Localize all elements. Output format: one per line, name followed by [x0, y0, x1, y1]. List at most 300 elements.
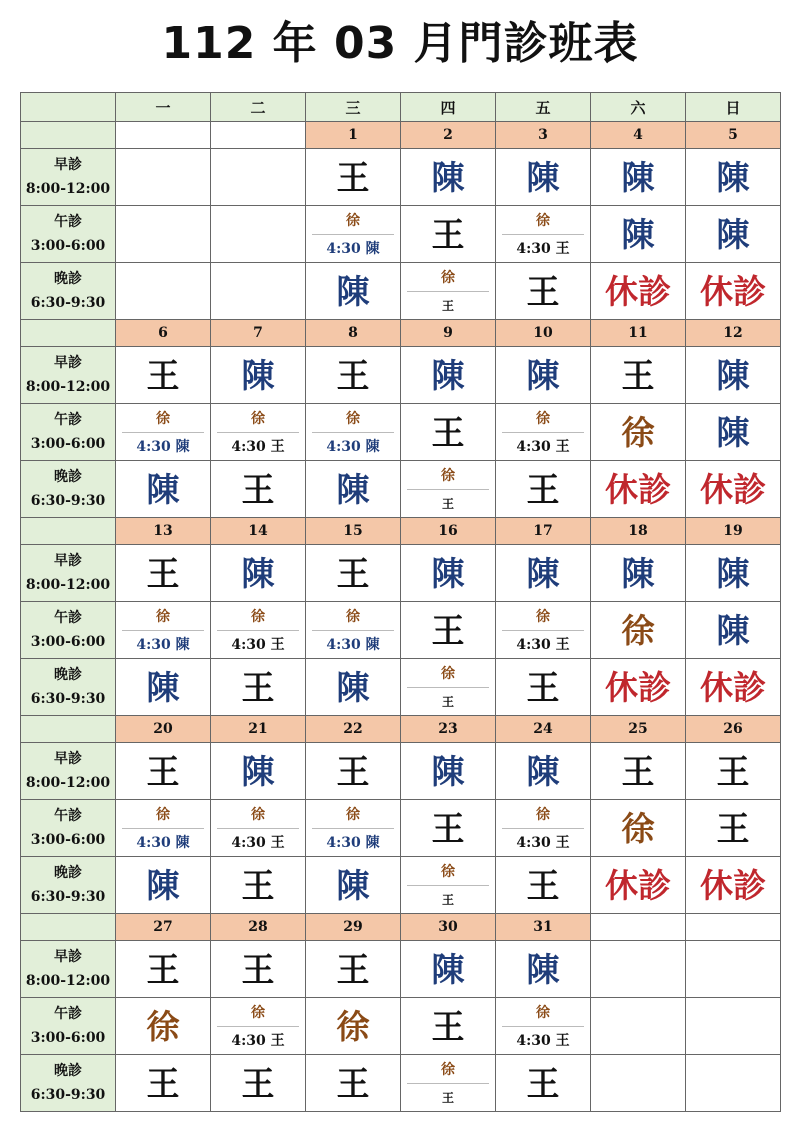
schedule-cell [496, 941, 591, 998]
first-shift-doctor: 徐 [407, 659, 489, 688]
schedule-cell [591, 206, 686, 263]
doctor-name: 王 [336, 355, 370, 395]
schedule-cell [116, 347, 211, 404]
doctor-name: 陳 [241, 553, 275, 593]
split-shift [211, 404, 305, 460]
first-shift-doctor: 徐 [312, 602, 394, 631]
session-time: 6:30-9:30 [30, 295, 106, 311]
session-time: 8:00-12:00 [25, 181, 111, 197]
doctor-name: 王 [526, 1063, 560, 1103]
date-cell [591, 914, 686, 941]
date-row-label [21, 122, 116, 149]
session-row-evening [21, 263, 781, 320]
schedule-cell [686, 857, 781, 914]
weekday-mon: 一 [116, 93, 211, 122]
schedule-cell [686, 602, 781, 659]
session-row-morning [21, 545, 781, 602]
session-time: 8:00-12:00 [25, 775, 111, 791]
session-label [21, 659, 116, 716]
second-shift-doctor: 4:30 王 [231, 439, 285, 456]
doctor-name: 陳 [146, 469, 180, 509]
date-cell: 23 [401, 716, 496, 743]
doctor-name: 陳 [241, 355, 275, 395]
date-cell: 29 [306, 914, 401, 941]
session-time: 3:00-6:00 [30, 1030, 106, 1046]
schedule-cell [401, 857, 496, 914]
date-cell: 30 [401, 914, 496, 941]
schedule-cell [496, 461, 591, 518]
weekday-tue: 二 [211, 93, 306, 122]
date-cell: 16 [401, 518, 496, 545]
schedule-cell [686, 1055, 781, 1112]
date-cell: 1 [306, 122, 401, 149]
session-label [21, 857, 116, 914]
session-row-morning [21, 743, 781, 800]
first-shift-doctor: 徐 [122, 404, 204, 433]
schedule-cell [306, 659, 401, 716]
date-cell: 8 [306, 320, 401, 347]
date-row [21, 122, 781, 149]
session-time: 6:30-9:30 [30, 691, 106, 707]
session-row-evening [21, 461, 781, 518]
doctor-name: 陳 [431, 355, 465, 395]
second-shift-doctor: 4:30 陳 [326, 637, 380, 654]
session-row-afternoon [21, 206, 781, 263]
date-cell: 7 [211, 320, 306, 347]
date-cell: 26 [686, 716, 781, 743]
schedule-cell [591, 659, 686, 716]
session-time: 6:30-9:30 [30, 493, 106, 509]
first-shift-doctor: 徐 [407, 263, 489, 292]
split-shift [211, 602, 305, 658]
closed-label: 休診 [700, 865, 766, 905]
session-name: 早診 [54, 355, 82, 371]
session-row-morning [21, 941, 781, 998]
schedule-cell [211, 602, 306, 659]
doctor-name: 陳 [621, 214, 655, 254]
session-row-afternoon [21, 998, 781, 1055]
schedule-cell [116, 1055, 211, 1112]
schedule-cell [591, 1055, 686, 1112]
schedule-cell [401, 659, 496, 716]
doctor-name: 陳 [716, 355, 750, 395]
second-shift-doctor: 4:30 陳 [136, 439, 190, 456]
schedule-cell [306, 998, 401, 1055]
schedule-cell [116, 461, 211, 518]
session-name: 晚診 [54, 469, 82, 485]
first-shift-doctor: 徐 [407, 857, 489, 886]
doctor-name: 陳 [716, 412, 750, 452]
doctor-name: 徐 [621, 412, 655, 452]
doctor-name: 徐 [621, 808, 655, 848]
date-cell: 10 [496, 320, 591, 347]
split-shift [306, 404, 400, 460]
doctor-name: 陳 [241, 751, 275, 791]
schedule-cell [591, 602, 686, 659]
schedule-cell [116, 545, 211, 602]
session-row-evening [21, 1055, 781, 1112]
session-time: 8:00-12:00 [25, 379, 111, 395]
doctor-name: 王 [621, 751, 655, 791]
second-shift-doctor: 4:30 王 [231, 637, 285, 654]
doctor-name: 陳 [431, 949, 465, 989]
split-shift [401, 263, 495, 319]
closed-label: 休診 [700, 667, 766, 707]
schedule-cell [116, 941, 211, 998]
schedule-cell [591, 149, 686, 206]
schedule-cell [401, 263, 496, 320]
schedule-cell [401, 941, 496, 998]
schedule-cell [401, 149, 496, 206]
session-name: 午診 [54, 214, 82, 230]
date-cell: 14 [211, 518, 306, 545]
schedule-cell [496, 659, 591, 716]
date-cell: 31 [496, 914, 591, 941]
first-shift-doctor: 徐 [312, 800, 394, 829]
schedule-cell [496, 1055, 591, 1112]
second-shift-doctor: 4:30 陳 [136, 835, 190, 852]
schedule-cell [211, 404, 306, 461]
session-row-afternoon [21, 800, 781, 857]
first-shift-doctor: 徐 [407, 1055, 489, 1084]
session-time: 3:00-6:00 [30, 634, 106, 650]
schedule-cell [211, 206, 306, 263]
session-label [21, 743, 116, 800]
schedule-cell [496, 857, 591, 914]
split-shift [306, 800, 400, 856]
split-shift [496, 998, 590, 1054]
split-shift [496, 404, 590, 460]
doctor-name: 陳 [621, 157, 655, 197]
date-cell: 4 [591, 122, 686, 149]
closed-label: 休診 [605, 667, 671, 707]
closed-label: 休診 [700, 469, 766, 509]
schedule-cell [496, 206, 591, 263]
doctor-name: 王 [716, 808, 750, 848]
date-cell: 22 [306, 716, 401, 743]
split-shift [116, 602, 210, 658]
session-label [21, 545, 116, 602]
schedule-cell [211, 998, 306, 1055]
session-row-afternoon [21, 404, 781, 461]
first-shift-doctor: 徐 [312, 206, 394, 235]
second-shift-doctor: 4:30 王 [516, 1033, 570, 1050]
schedule-cell [306, 941, 401, 998]
session-row-morning [21, 149, 781, 206]
first-shift-doctor: 徐 [312, 404, 394, 433]
second-shift-doctor: 4:30 王 [516, 637, 570, 654]
schedule-cell [591, 998, 686, 1055]
second-shift-doctor: 4:30 陳 [326, 241, 380, 258]
session-time: 3:00-6:00 [30, 436, 106, 452]
schedule-cell [401, 404, 496, 461]
doctor-name: 陳 [146, 667, 180, 707]
date-cell: 18 [591, 518, 686, 545]
schedule-cell [496, 263, 591, 320]
date-cell: 12 [686, 320, 781, 347]
schedule-cell [211, 1055, 306, 1112]
doctor-name: 陳 [526, 355, 560, 395]
schedule-cell [306, 347, 401, 404]
doctor-name: 陳 [526, 949, 560, 989]
split-shift [116, 404, 210, 460]
session-label [21, 461, 116, 518]
session-time: 3:00-6:00 [30, 832, 106, 848]
doctor-name: 王 [526, 667, 560, 707]
session-label [21, 347, 116, 404]
schedule-cell [306, 800, 401, 857]
second-shift-doctor: 王 [441, 298, 454, 313]
first-shift-doctor: 徐 [122, 800, 204, 829]
schedule-cell [306, 404, 401, 461]
date-cell: 28 [211, 914, 306, 941]
second-shift-doctor: 4:30 王 [516, 439, 570, 456]
weekday-sun: 日 [686, 93, 781, 122]
schedule-cell [306, 206, 401, 263]
date-row-label [21, 716, 116, 743]
doctor-name: 王 [621, 355, 655, 395]
first-shift-doctor: 徐 [217, 404, 299, 433]
doctor-name: 陳 [526, 157, 560, 197]
doctor-name: 王 [526, 271, 560, 311]
schedule-cell [686, 347, 781, 404]
session-time: 8:00-12:00 [25, 577, 111, 593]
date-cell: 11 [591, 320, 686, 347]
schedule-cell [401, 998, 496, 1055]
schedule-cell [116, 743, 211, 800]
schedule-cell [401, 545, 496, 602]
schedule-cell [401, 347, 496, 404]
second-shift-doctor: 王 [441, 892, 454, 907]
split-shift [116, 800, 210, 856]
session-name: 早診 [54, 157, 82, 173]
schedule-cell [211, 263, 306, 320]
doctor-name: 陳 [431, 157, 465, 197]
first-shift-doctor: 徐 [407, 461, 489, 490]
date-cell: 20 [116, 716, 211, 743]
session-name: 午診 [54, 610, 82, 626]
doctor-name: 王 [146, 949, 180, 989]
first-shift-doctor: 徐 [217, 998, 299, 1027]
second-shift-doctor: 王 [441, 694, 454, 709]
schedule-cell [306, 149, 401, 206]
doctor-name: 王 [241, 865, 275, 905]
schedule-cell [211, 941, 306, 998]
schedule-cell [116, 659, 211, 716]
date-cell: 5 [686, 122, 781, 149]
doctor-name: 王 [716, 751, 750, 791]
doctor-name: 王 [431, 808, 465, 848]
schedule-cell [496, 149, 591, 206]
date-cell: 9 [401, 320, 496, 347]
schedule-cell [591, 404, 686, 461]
doctor-name: 王 [336, 157, 370, 197]
schedule-cell [591, 857, 686, 914]
doctor-name: 陳 [526, 751, 560, 791]
first-shift-doctor: 徐 [502, 800, 584, 829]
split-shift [401, 1055, 495, 1111]
schedule-cell [591, 545, 686, 602]
session-time: 6:30-9:30 [30, 889, 106, 905]
schedule-cell [591, 743, 686, 800]
schedule-cell [496, 602, 591, 659]
split-shift [211, 998, 305, 1054]
doctor-name: 王 [146, 355, 180, 395]
doctor-name: 陳 [336, 667, 370, 707]
doctor-name: 陳 [336, 865, 370, 905]
session-name: 午診 [54, 808, 82, 824]
session-name: 晚診 [54, 667, 82, 683]
schedule-cell [211, 149, 306, 206]
schedule-cell [686, 149, 781, 206]
session-row-evening [21, 659, 781, 716]
date-cell: 21 [211, 716, 306, 743]
doctor-name: 陳 [336, 271, 370, 311]
doctor-name: 王 [526, 469, 560, 509]
session-name: 晚診 [54, 271, 82, 287]
schedule-cell [116, 206, 211, 263]
date-cell: 25 [591, 716, 686, 743]
doctor-name: 王 [336, 751, 370, 791]
doctor-name: 王 [146, 553, 180, 593]
second-shift-doctor: 4:30 陳 [136, 637, 190, 654]
first-shift-doctor: 徐 [217, 800, 299, 829]
doctor-name: 徐 [621, 610, 655, 650]
schedule-cell [116, 602, 211, 659]
doctor-name: 王 [431, 610, 465, 650]
schedule-cell [686, 941, 781, 998]
schedule-cell [211, 800, 306, 857]
doctor-name: 陳 [716, 610, 750, 650]
schedule-cell [401, 461, 496, 518]
weekday-header-row [21, 93, 781, 122]
doctor-name: 王 [431, 1006, 465, 1046]
schedule-cell [306, 461, 401, 518]
date-cell: 3 [496, 122, 591, 149]
schedule-cell [116, 404, 211, 461]
schedule-cell [686, 743, 781, 800]
doctor-name: 陳 [716, 553, 750, 593]
date-cell: 27 [116, 914, 211, 941]
split-shift [401, 461, 495, 517]
weekday-sat: 六 [591, 93, 686, 122]
split-shift [496, 602, 590, 658]
schedule-cell [306, 602, 401, 659]
weekday-fri: 五 [496, 93, 591, 122]
doctor-name: 王 [146, 1063, 180, 1103]
schedule-cell [686, 545, 781, 602]
corner-cell [21, 93, 116, 122]
second-shift-doctor: 4:30 陳 [326, 835, 380, 852]
doctor-name: 陳 [431, 751, 465, 791]
schedule-cell [686, 206, 781, 263]
schedule-table [20, 92, 781, 1112]
first-shift-doctor: 徐 [122, 602, 204, 631]
doctor-name: 王 [431, 214, 465, 254]
schedule-cell [211, 659, 306, 716]
schedule-cell [211, 857, 306, 914]
closed-label: 休診 [605, 271, 671, 311]
session-label [21, 998, 116, 1055]
session-label [21, 149, 116, 206]
session-row-afternoon [21, 602, 781, 659]
closed-label: 休診 [605, 469, 671, 509]
weekday-wed: 三 [306, 93, 401, 122]
date-cell: 24 [496, 716, 591, 743]
second-shift-doctor: 王 [441, 1090, 454, 1105]
schedule-cell [306, 545, 401, 602]
schedule-cell [591, 347, 686, 404]
date-row-label [21, 320, 116, 347]
doctor-name: 王 [526, 865, 560, 905]
split-shift [496, 206, 590, 262]
doctor-name: 王 [336, 553, 370, 593]
weekday-thu: 四 [401, 93, 496, 122]
split-shift [401, 857, 495, 913]
first-shift-doctor: 徐 [502, 602, 584, 631]
session-time: 3:00-6:00 [30, 238, 106, 254]
split-shift [211, 800, 305, 856]
schedule-cell [116, 857, 211, 914]
session-label [21, 206, 116, 263]
second-shift-doctor: 4:30 王 [516, 835, 570, 852]
session-name: 晚診 [54, 1063, 82, 1079]
date-row [21, 320, 781, 347]
doctor-name: 徐 [336, 1006, 370, 1046]
schedule-cell [686, 659, 781, 716]
date-cell: 19 [686, 518, 781, 545]
date-cell: 13 [116, 518, 211, 545]
date-row [21, 914, 781, 941]
doctor-name: 陳 [716, 214, 750, 254]
date-cell: 15 [306, 518, 401, 545]
second-shift-doctor: 4:30 王 [231, 835, 285, 852]
doctor-name: 王 [241, 1063, 275, 1103]
schedule-cell [686, 800, 781, 857]
doctor-name: 王 [241, 949, 275, 989]
schedule-cell [116, 800, 211, 857]
doctor-name: 陳 [431, 553, 465, 593]
date-row [21, 518, 781, 545]
doctor-name: 陳 [146, 865, 180, 905]
schedule-cell [306, 857, 401, 914]
session-label [21, 602, 116, 659]
date-cell: 17 [496, 518, 591, 545]
schedule-cell [496, 998, 591, 1055]
session-label [21, 404, 116, 461]
schedule-cell [496, 404, 591, 461]
first-shift-doctor: 徐 [502, 206, 584, 235]
schedule-cell [591, 800, 686, 857]
split-shift [306, 206, 400, 262]
schedule-cell [401, 1055, 496, 1112]
split-shift [306, 602, 400, 658]
doctor-name: 王 [241, 667, 275, 707]
schedule-cell [496, 743, 591, 800]
date-cell [211, 122, 306, 149]
doctor-name: 陳 [336, 469, 370, 509]
schedule-cell [591, 461, 686, 518]
schedule-cell [591, 263, 686, 320]
doctor-name: 王 [336, 1063, 370, 1103]
session-name: 早診 [54, 553, 82, 569]
session-label [21, 263, 116, 320]
session-label [21, 1055, 116, 1112]
schedule-cell [401, 743, 496, 800]
schedule-cell [591, 941, 686, 998]
schedule-cell [116, 263, 211, 320]
schedule-cell [496, 347, 591, 404]
